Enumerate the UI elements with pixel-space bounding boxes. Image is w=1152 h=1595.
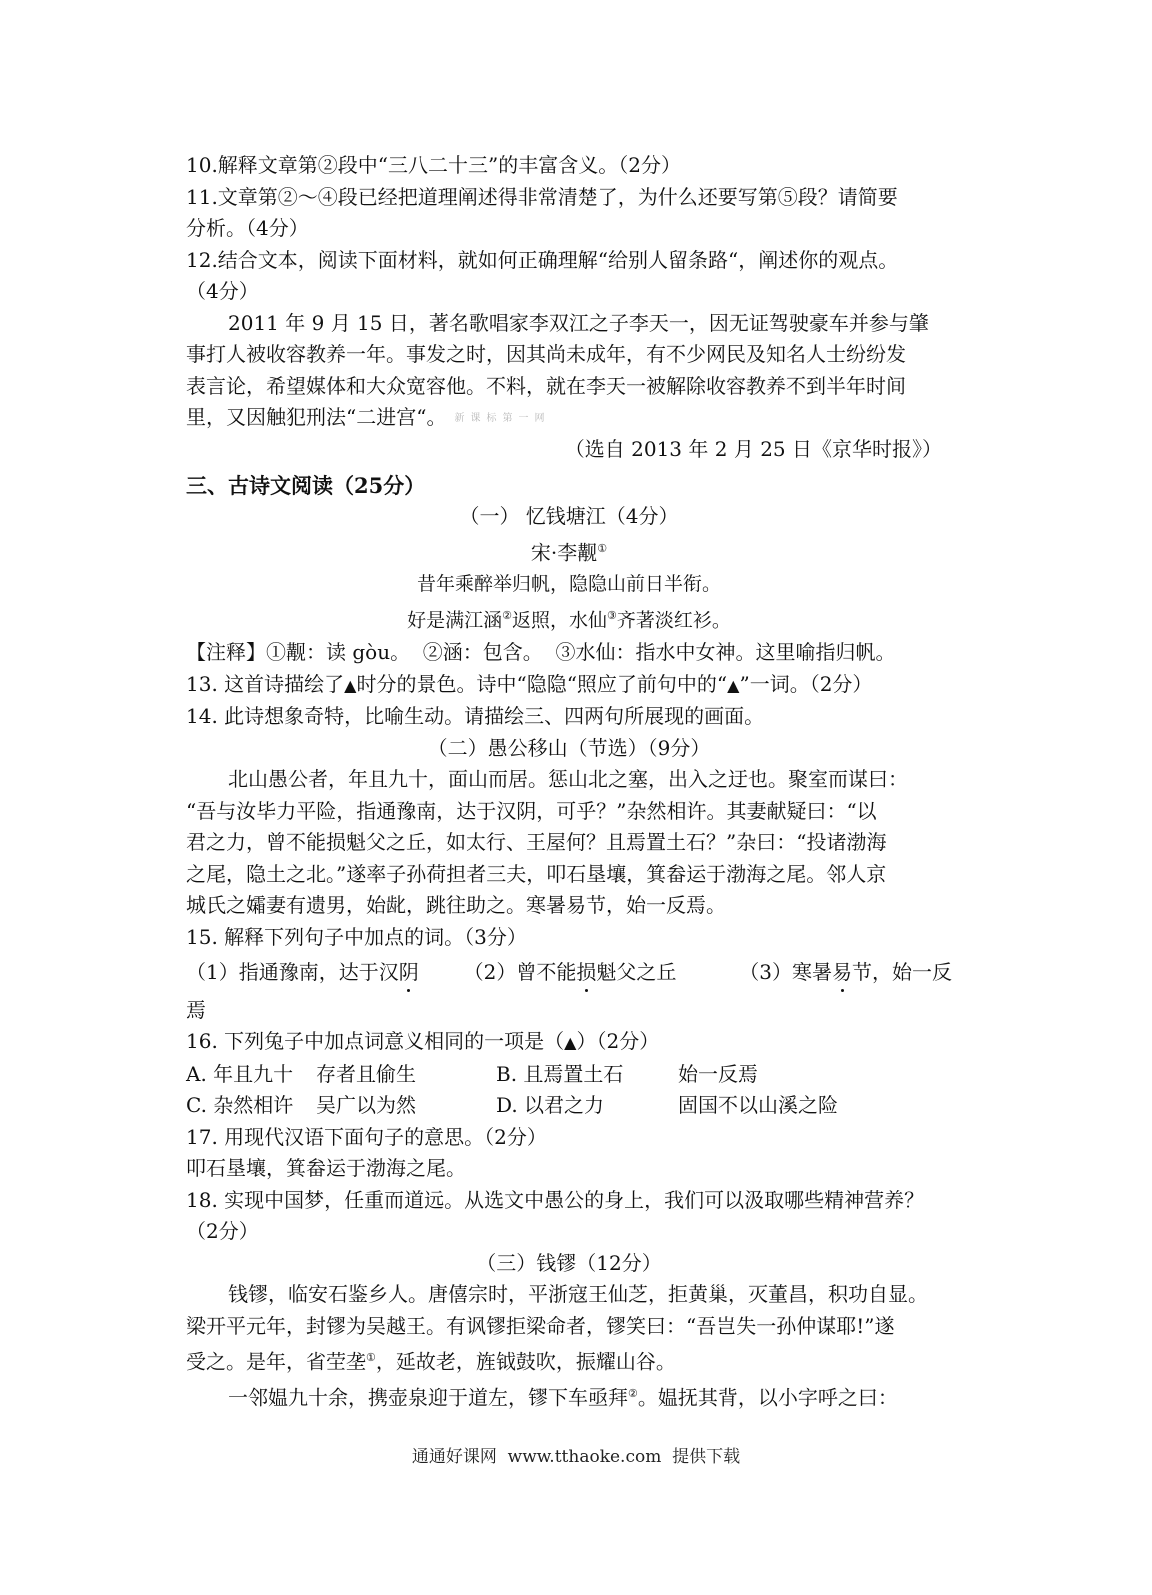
poem-line-1: 昔年乘醉举归帆，隐隐山前日半衔。 [416, 572, 721, 595]
yugong-line5: 城氏之孀妻有遗男，始龀，跳往助之。寒暑易节，始一反焉。 [186, 893, 726, 918]
q16-part1: 16. 下列兔子中加点词意义相同的一项是（ [186, 1029, 565, 1054]
q16-part2: ）（2分） [576, 1029, 660, 1054]
q15-item2 [464, 957, 740, 989]
question-17: 17. 用现代汉语下面句子的意思。（2分） [186, 1124, 547, 1149]
question-10: 10.解释文章第②段中“三八二十三”的丰富含义。（2分） [186, 153, 681, 177]
poem-author [186, 533, 952, 569]
q15-item3 [739, 957, 952, 989]
question-18-line2: （2分） [186, 1219, 259, 1244]
options-row-cd [186, 1090, 952, 1122]
poem-footnote-2: ② [502, 609, 512, 623]
q15-item2-text: （2）曾不能 [463, 960, 577, 985]
yugong-line1: 北山愚公者，年且九十，面山而居。惩山北之塞，出入之迂也。聚室而谋曰： [228, 767, 908, 792]
q15-item2-rest: 魁父之丘 [596, 960, 677, 985]
poem-line-2 [186, 600, 952, 637]
option-a-compare: 存者且偷生 [316, 1061, 416, 1086]
q15-item1-dotted: 阴 [399, 957, 419, 989]
qianliu-line3-part2: ，延故老，旌钺鼓吹，振耀山谷。 [375, 1349, 676, 1374]
question-13 [186, 669, 952, 702]
document-body [186, 150, 952, 1415]
triangle-blank-1: ▲ [344, 675, 357, 695]
q15-item2-dotted: 损 [576, 957, 596, 989]
question-16 [186, 1026, 952, 1059]
qianliu-line3 [186, 1342, 952, 1378]
question-12-line1: 12.结合文本，阅读下面材料，就如何正确理解“给别人留条路“，阐述你的观点。 [186, 247, 899, 272]
yugong-line2: “吾与汝毕力平险，指通豫南，达于汉阴，可乎？”杂然相许。其妻献疑曰：“以 [186, 798, 877, 823]
page-footer: 通通好课网 www.tthaoke.com 提供下载 [411, 1447, 741, 1467]
option-d-compare: 固国不以山溪之险 [678, 1093, 838, 1118]
q15-item3-text: （3）寒暑 [739, 960, 832, 985]
poem-footnote-3: ③ [607, 609, 617, 623]
section-3-heading: 三、古诗文阅读（25分） [186, 472, 426, 498]
question-14: 14. 此诗想象奇特，比喻生动。请描绘三、四两句所展现的画面。 [186, 704, 765, 729]
question-17-sentence: 叩石垦壤，箕畚运于渤海之尾。 [186, 1156, 466, 1181]
faint-watermark: 新课标第一网 [454, 412, 551, 424]
yugong-line4: 之尾，隐土之北。”遂率子孙荷担者三夫，叩石垦壤，箕畚运于渤海之尾。邻人京 [186, 861, 887, 886]
q15-item1-text: （1）指通豫南，达于汉 [186, 960, 399, 985]
material-line4 [186, 402, 952, 434]
q13-part3: ”一词。（2分） [739, 671, 873, 696]
q15-item3-dotted: 易 [832, 957, 852, 989]
triangle-blank-3: ▲ [564, 1033, 577, 1053]
question-12-line2: （4分） [186, 279, 259, 303]
material-source: （选自 2013 年 2 月 25 日《京华时报》） [564, 437, 942, 462]
poem-author-footnote: ① [597, 541, 608, 555]
qianliu-title: （三）钱镠（12分） [476, 1250, 662, 1275]
poem-line2-part2: 返照，水仙 [511, 609, 607, 632]
qianliu-line3-part1: 受之。是年，省茔垄 [186, 1349, 366, 1374]
material-line2: 事打人被收容教养一年。事发之时，因其尚未成年，有不少网民及知名人士纷纷发 [186, 342, 906, 366]
qianliu-footnote-1: ① [366, 1351, 376, 1365]
poem-title: （一） 忆钱塘江（4分） [459, 504, 679, 529]
question-18-line1: 18. 实现中国梦，任重而道远。从选文中愚公的身上，我们可以汲取哪些精神营养？ [186, 1187, 925, 1212]
yugong-line3: 君之力，曾不能损魁父之丘，如太行、王屋何？且焉置土石？”杂曰：“投诸渤海 [186, 830, 887, 855]
question-15: 15. 解释下列句子中加点的词。（3分） [186, 924, 527, 949]
option-c-label: C. 杂然相许 [186, 1093, 294, 1118]
poem-line2-part3: 齐著淡红衫。 [616, 609, 731, 632]
poem-author-text: 宋·李觏 [530, 540, 598, 565]
poem-line2-part1: 好是满江涵 [407, 609, 503, 632]
option-d-label: D. 以君之力 [496, 1093, 605, 1118]
question-11-line2: 分析。（4分） [186, 216, 309, 240]
q13-part1: 13. 这首诗描绘了 [186, 671, 345, 696]
q15-item3-rest: 节，始一反 [852, 960, 952, 985]
material-line4-text: 里，又因触犯刑法“二进宫“。 [186, 405, 447, 429]
options-row-ab [186, 1059, 952, 1091]
option-b-label: B. 且焉置土石 [496, 1061, 624, 1086]
option-b-compare: 始一反焉 [678, 1061, 758, 1086]
question-15-items [186, 957, 952, 989]
qianliu-line4-part1: 一邻媪九十余，携壶泉迎于道左，镠下车亟拜 [228, 1386, 628, 1411]
q13-part2: 时分的景色。诗中“隐隐“照应了前句中的“ [356, 671, 728, 696]
poem-notes: 【注释】①觏：读 gòu。 ②涵：包含。 ③水仙：指水中女神。这里喻指归帆。 [186, 640, 896, 665]
triangle-blank-2: ▲ [727, 675, 740, 695]
material-line1: 2011 年 9 月 15 日，著名歌唱家李双江之子李天一，因无证驾驶豪车并参与肇 [228, 310, 929, 335]
qianliu-line4-part2: 。媪抚其背，以小字呼之曰： [637, 1386, 898, 1411]
qianliu-line4 [186, 1378, 952, 1414]
qianliu-footnote-2: ② [628, 1387, 638, 1401]
option-a-label: A. 年且九十 [186, 1061, 294, 1086]
qianliu-line2: 梁开平元年，封镠为吴越王。有讽镠拒梁命者，镠笑曰：“吾岂失一孙仲谋耶!”遂 [186, 1313, 895, 1338]
option-c-compare: 吴广以为然 [316, 1093, 416, 1118]
material-line3: 表言论，希望媒体和大众宽容他。不料，就在李天一被解除收容教养不到半年时间 [186, 373, 906, 398]
qianliu-line1: 钱镠，临安石鉴乡人。唐僖宗时，平浙寇王仙芝，拒黄巢，灭董昌，积功自显。 [228, 1282, 928, 1307]
q15-item1 [186, 957, 464, 989]
yugong-title: （二）愚公移山（节选）（9分） [427, 735, 711, 760]
question-11-line1: 11.文章第②～④段已经把道理阐述得非常清楚了，为什么还要写第⑤段？请简要 [186, 184, 898, 209]
q15-item3-tail: 焉 [186, 997, 206, 1022]
